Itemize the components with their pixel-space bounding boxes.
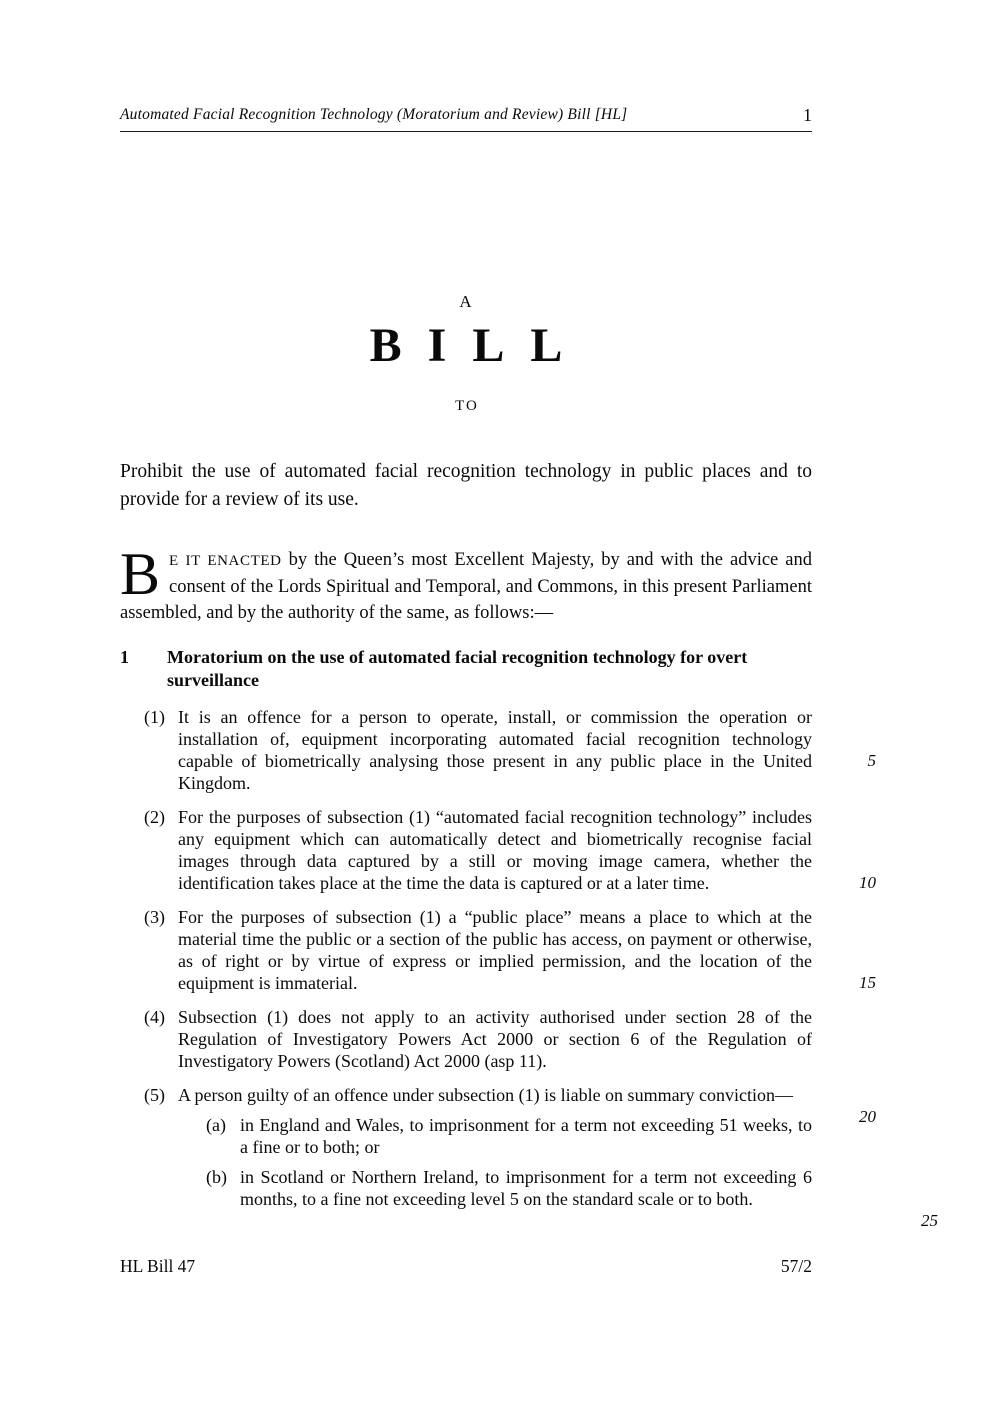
section-number: 1 <box>120 647 129 667</box>
subsection-text: For the purposes of subsection (1) “automated facial recognition technology” includes any equipment which can automatically detect and biometrically recognise facial images through data captured by a still or moving image camera, whether the identification takes place at the time the data is captured or at a later time. <box>178 807 812 893</box>
subsection-5 <box>120 1084 938 1230</box>
paragraph-text: in Scotland or Northern Ireland, to imprisonment for a term not exceeding 6 months, to a fine not exceeding level 5 on the standard scale or to both. <box>240 1167 812 1209</box>
masthead-to: TO <box>455 398 479 414</box>
enacting-formula <box>120 540 812 626</box>
subsection-4 <box>120 1006 812 1072</box>
page-footer <box>120 1256 812 1277</box>
dropcap-b: B <box>120 540 161 607</box>
margin-line-number: 10 <box>859 873 876 892</box>
subsection-marker: (1) <box>144 707 165 727</box>
subsection-marker: (4) <box>144 1007 165 1027</box>
subsection-2 <box>120 806 876 894</box>
margin-line-number: 20 <box>859 1107 876 1126</box>
subsection-1 <box>120 706 876 794</box>
paragraph-a <box>178 1114 812 1158</box>
subsection-text: For the purposes of subsection (1) a “public place” means a place to which at the material time the public or a section of the public has access, on payment or otherwise, as of right or by virtue of express or implied permission, and the location of the equipment is immaterial. <box>178 907 812 993</box>
long-title: Prohibit the use of automated facial recognition technology in public places and to provide for a review of its use. <box>120 460 812 510</box>
margin-line-number: 25 <box>921 1211 938 1230</box>
subsection-marker: (3) <box>144 907 165 927</box>
marker-gap <box>170 706 178 794</box>
subsection-3 <box>120 906 876 994</box>
margin-line-number: 15 <box>859 973 876 992</box>
subsection-text: It is an offence for a person to operate, install, or commission the operation or installation of, equipment incorporating automated facial recognition technology capable of biometrically analysing those present in any public place in the United Kingdom. <box>178 707 812 793</box>
subsection-text: Subsection (1) does not apply to an activity authorised under section 28 of the Regulation of Investigatory Powers Act 2000 or section 6 of the Regulation of Investigatory Powers (Scotland) Act 2000 (asp 11). <box>178 1007 812 1071</box>
subsection-marker: (5) <box>144 1085 165 1105</box>
enacting-smallcaps: E IT ENACTED <box>169 552 282 569</box>
provisions <box>120 646 938 1230</box>
paragraph-b <box>178 1166 938 1230</box>
enacting-text: by the Queen’s most Excellent Majesty, by and with the advice and consent of the Lords Spiritual and Temporal, and Commons, in this present Parliament assembled, and by the authority of the same, as follows:— <box>120 549 812 623</box>
bill-print-number: HL Bill 47 <box>120 1256 196 1276</box>
marker-gap <box>170 1084 178 1210</box>
marker-gap <box>232 1114 240 1158</box>
section-heading: Moratorium on the use of automated facial recognition technology for overt surveillance <box>167 647 748 690</box>
page-header <box>120 106 812 132</box>
marker-gap <box>170 1006 178 1072</box>
bill-title: BILL <box>369 319 589 372</box>
marker-gap <box>170 906 178 994</box>
marker-gap <box>170 806 178 894</box>
subsection-text: A person guilty of an offence under subsection (1) is liable on summary conviction— <box>178 1085 794 1105</box>
session-number: 57/2 <box>780 1256 812 1276</box>
margin-line-number: 5 <box>867 751 876 770</box>
marker-gap <box>232 1166 240 1210</box>
paragraph-marker: (a) <box>206 1115 226 1135</box>
page-number: 1 <box>803 105 812 125</box>
subsection-marker: (2) <box>144 807 165 827</box>
running-title: Automated Facial Recognition Technology (Moratorium and Review) Bill [HL] <box>120 106 628 123</box>
section-1-heading-row <box>120 646 812 692</box>
paragraph-text: in England and Wales, to imprisonment for a term not exceeding 51 weeks, to a fine or to both; or <box>240 1115 812 1157</box>
paragraph-marker: (b) <box>206 1167 227 1187</box>
masthead-a: A <box>459 292 473 311</box>
